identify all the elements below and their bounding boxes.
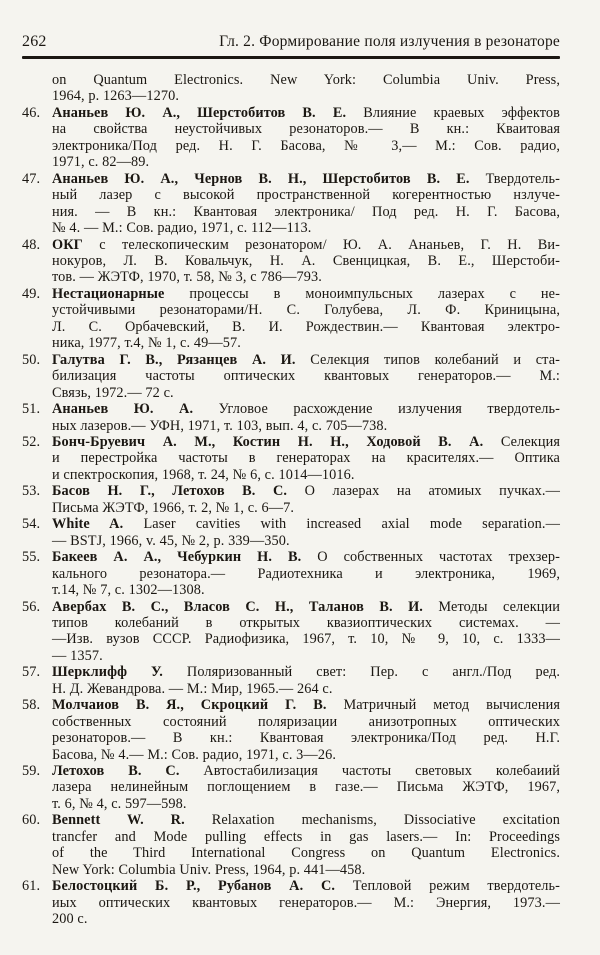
reference-text [52,812,560,878]
reference-line: Авербах В. С., Власов С. Н., Таланов В. И. Методы селекции [52,598,560,615]
reference-number: 57. [22,664,41,681]
reference-item [22,516,560,549]
reference-authors: Летохов В. С. [52,763,180,780]
reference-authors: Бакеев А. А., Чебуркин Н. В. [52,549,302,566]
reference-line: иых оптических квантовых генераторов.— М.: Энергия, 1973.— [52,894,560,911]
reference-item [22,171,560,237]
reference-text [52,763,560,812]
header-rule [22,56,560,59]
reference-item [22,664,560,697]
reference-line: of the Third International Congress on Quantum Electronics. [52,845,560,862]
reference-text [52,483,560,516]
reference-line: Бонч-Бруевич А. М., Костин Н. Н., Ходовой В. А. Селекция [52,433,560,450]
page-header [22,33,560,51]
reference-line: Басова, № 4.— М.: Сов. радио, 1971, с. 3—26. [52,746,336,763]
reference-line: ных лазеров.— УФН, 1971, т. 103, вып. 4, с. 705—738. [52,417,388,434]
reference-line: ния. — В кн.: Квантовая электроника/ Под ред. Н. Г. Басова, [52,203,560,220]
reference-line: ника, 1977, т.4, № 1, с. 49—57. [52,335,241,352]
reference-line: New York: Columbia Univ. Press, 1964, p. 441—458. [52,861,366,878]
reference-line: на свойства неустойчивых резонаторов.— В кн.: Кваитовая [52,121,560,138]
reference-item [22,599,560,665]
reference-authors: ОКГ [52,236,83,253]
reference-number: 58. [22,697,41,714]
reference-authors: Нестационарные [52,285,165,302]
reference-text [52,697,560,763]
reference-authors: Ананьев Ю. А. [52,401,194,418]
reference-number: 60. [22,812,41,829]
reference-number: 61. [22,878,41,895]
reference-line: Письма ЖЭТФ, 1966, т. 2, № 1, с. 6—7. [52,499,295,516]
reference-authors: White A. [52,516,124,533]
reference-authors: Галутва Г. В., Рязанцев А. И. [52,351,296,368]
reference-line: Шерклифф У. Поляризованный свет: Пер. с англ./Под ред. [52,664,560,681]
reference-line: Нестационарные процессы в моноимпульсных лазерах с не- [52,285,560,302]
reference-line: билизация частоты оптических квантовых генераторов.— М.: [52,368,560,385]
reference-text [52,401,560,434]
reference-number: 52. [22,433,41,450]
reference-number: 53. [22,483,41,500]
reference-authors: Ананьев Ю. А., Чернов В. Н., Шерстобитов В. Е. [52,170,470,187]
reference-line: Ананьев Ю. А. Угловое расхождение излучения твердотель- [52,401,560,418]
reference-line: White A. Laser cavities with increased axial mode separation.— [52,516,561,533]
reference-line: 200 с. [52,911,88,928]
reference-number: 46. [22,104,41,121]
reference-number: 50. [22,351,41,368]
reference-line: Н. Д. Жевандрова. — М.: Мир, 1965.— 264 с. [52,680,333,697]
reference-text [52,664,560,697]
reference-line: 1964, p. 1263—1270. [52,88,179,105]
carryover-paragraph [52,72,560,105]
reference-authors: Бонч-Бруевич А. М., Костин Н. Н., Ходовой В. А. [52,433,484,450]
reference-item [22,105,560,171]
reference-line: электроника/Под ред. Н. Г. Басова, № 3,— М.: Сов. радио, [52,137,560,154]
reference-item [22,483,560,516]
reference-text [52,599,560,665]
reference-number: 54. [22,516,41,533]
reference-list [22,105,560,928]
reference-line: ный лазер с высокой пространственной когерентностью нзлуче- [52,187,560,204]
reference-line: т. 6, № 4, с. 597—598. [52,795,187,812]
reference-text [52,516,560,549]
reference-authors: Белостоцкий Б. Р., Рубанов А. С. [52,878,336,895]
reference-item [22,434,560,483]
reference-text [52,434,560,483]
reference-line: Басов Н. Г., Летохов В. С. О лазерах на атомиых пучках.— [52,483,560,500]
reference-line: Бакеев А. А., Чебуркин Н. В. О собственных частотах трехзер- [52,549,560,566]
bibliography [22,72,560,928]
reference-line: Летохов В. С. Автостабилизация частоты световых колебаиий [52,763,561,780]
reference-number: 55. [22,549,41,566]
reference-line: резонаторов.— В кн.: Квантовая электроника/Под ред. Н.Г. [52,730,560,747]
reference-line: Ананьев Ю. А., Шерстобитов В. Е. Влияние краевых эффектов [52,104,560,121]
reference-line: ОКГ с телескопическим резонатором/ Ю. А. Ананьев, Г. Н. Ви- [52,236,560,253]
reference-number: 49. [22,285,41,302]
reference-number: 56. [22,598,41,615]
reference-authors: Авербах В. С., Власов С. Н., Таланов В. И. [52,598,423,615]
reference-text [52,105,560,171]
reference-text [52,549,560,598]
reference-line: on Quantum Electronics. New York: Columbia Univ. Press, [52,72,560,88]
reference-authors: Ананьев Ю. А., Шерстобитов В. Е. [52,104,347,121]
reference-item [22,352,560,401]
reference-line: тов. — ЖЭТФ, 1970, т. 58, № 3, с 786—793. [52,269,322,286]
reference-item [22,878,560,927]
reference-line: нокуров, Л. В. Ковальчук, Н. А. Свенцицкая, В. Е., Шерстоби- [52,252,560,269]
reference-line: и перестройка частоты в генераторах на красителях.— Оптика [52,450,560,467]
reference-line: Молчаиов В. Я., Скроцкий Г. В. Матричный метод вычисления [52,697,561,714]
reference-line: trancfer and Mode pulling effects in gas lasers.— In: Proceedings [52,828,560,845]
reference-line: —Изв. вузов СССР. Радиофизика, 1967, т. 10, № 9, 10, с. 1333— [52,631,560,648]
reference-line: № 4. — М.: Сов. радио, 1971, с. 112—113. [52,220,312,237]
reference-line: устойчивыми резонаторами/Н. С. Голубева, Л. Ф. Криницына, [52,302,560,319]
reference-item [22,549,560,598]
reference-item [22,401,560,434]
reference-line: Связь, 1972.— 72 с. [52,384,174,401]
reference-item [22,812,560,878]
reference-line: т.14, № 7, с. 1302—1308. [52,582,205,599]
reference-authors: Шерклифф У. [52,664,163,681]
reference-number: 51. [22,401,41,418]
reference-line: собственных состояний поляризации анизотропных оптических [52,713,560,730]
reference-number: 48. [22,236,41,253]
page-number: 262 [22,33,47,50]
reference-line: Л. С. Орбачевский, В. И. Рождествин.— Квантовая электро- [52,318,560,335]
reference-number: 47. [22,170,41,187]
reference-text [52,237,560,286]
reference-item [22,286,560,352]
reference-item [22,237,560,286]
reference-line: типов колебаний в открытых квазиоптических системах. — [52,614,560,631]
reference-item [22,763,560,812]
reference-line: — BSTJ, 1966, v. 45, № 2, p. 339—350. [52,532,290,549]
reference-line: Белостоцкий Б. Р., Рубанов А. С. Тепловой режим твердотель- [52,878,560,895]
reference-item [22,697,560,763]
reference-text [52,352,560,401]
reference-line: — 1357. [52,647,103,664]
reference-authors: Молчаиов В. Я., Скроцкий Г. В. [52,697,327,714]
reference-line: 1971, с. 82—89. [52,154,150,171]
reference-line: Ананьев Ю. А., Чернов В. Н., Шерстобитов В. Е. Твердотель- [52,170,560,187]
reference-number: 59. [22,763,41,780]
running-title: Гл. 2. Формирование поля излучения в резонаторе [219,33,560,50]
reference-line: кального резонатора.— Радиотехника и электроника, 1969, [52,565,560,582]
reference-line: лазера нелинейным поглощением в газе.— Письма ЖЭТФ, 1967, [52,779,560,796]
reference-authors: Bennett W. R. [52,812,185,829]
reference-text [52,878,560,927]
reference-line: и спектроскопия, 1968, т. 24, № 6, с. 1014—1016. [52,466,355,483]
reference-line: Галутва Г. В., Рязанцев А. И. Селекция типов колебаний и ста- [52,351,560,368]
reference-text [52,286,560,352]
reference-text [52,171,560,237]
reference-line: Bennett W. R. Relaxation mechanisms, Dissociative excitation [52,812,560,829]
reference-authors: Басов Н. Г., Летохов В. С. [52,483,288,500]
